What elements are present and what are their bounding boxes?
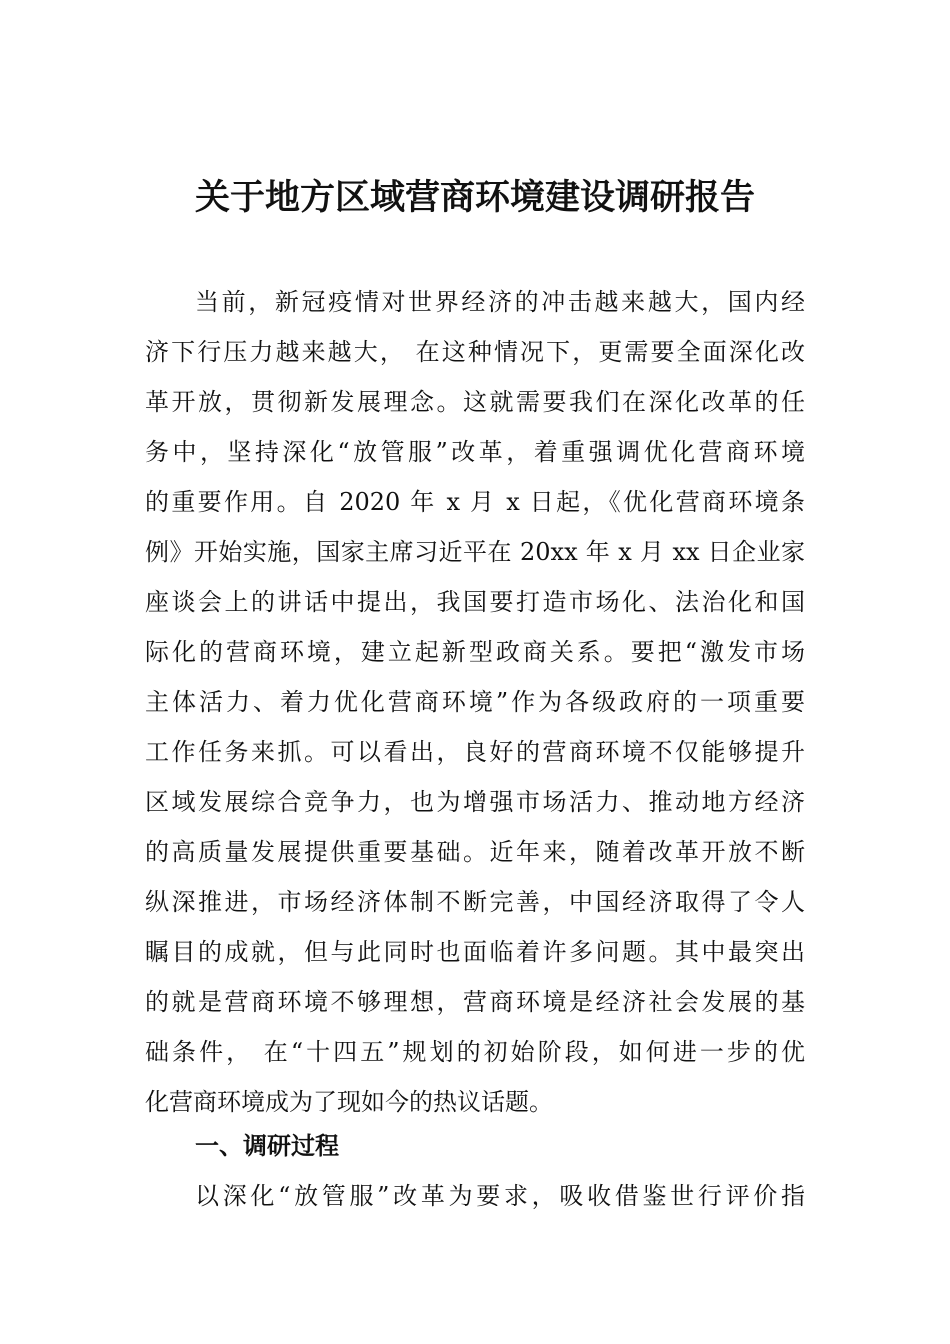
paragraph-line: 的就是营商环境不够理想，营商环境是经济社会发展的基	[145, 988, 805, 1016]
paragraph-line: 革开放，贯彻新发展理念。这就需要我们在深化改革的任	[145, 388, 805, 416]
paragraph-research-process	[145, 1171, 805, 1221]
paragraph-line: 纵深推进，市场经济体制不断完善，中国经济取得了令人	[145, 888, 805, 916]
paragraph-line: 区域发展综合竞争力，也为增强市场活力、推动地方经济	[145, 788, 805, 816]
paragraph-line: 座谈会上的讲话中提出，我国要打造市场化、法治化和国	[145, 588, 805, 616]
paragraph-line: 际化的营商环境，建立起新型政商关系。要把“激发市场	[145, 638, 805, 666]
paragraph-line: 化营商环境成为了现如今的热议话题。	[145, 1088, 553, 1116]
paragraph-line: 当前，新冠疫情对世界经济的冲击越来越大，国内经	[195, 288, 805, 316]
paragraph-intro	[145, 277, 805, 1127]
paragraph-line: 工作任务来抓。可以看出，良好的营商环境不仅能够提升	[145, 738, 805, 766]
paragraph-line: 务中，坚持深化“放管服”改革，着重强调优化营商环境	[145, 438, 805, 466]
paragraph-line: 以深化“放管服”改革为要求，吸收借鉴世行评价指	[195, 1182, 805, 1210]
document-title: 关于地方区域营商环境建设调研报告	[194, 177, 755, 218]
paragraph-line: 瞩目的成就，但与此同时也面临着许多问题。其中最突出	[145, 938, 805, 966]
paragraph-line: 的重要作用。自 2020 年 x 月 x 日起，《优化营商环境条	[145, 488, 805, 516]
paragraph-line: 础条件， 在“十四五”规划的初始阶段，如何进一步的优	[145, 1038, 805, 1066]
paragraph-line: 的高质量发展提供重要基础。近年来，随着改革开放不断	[145, 838, 805, 866]
section-heading: 一、调研过程	[195, 1132, 339, 1160]
paragraph-line: 济下行压力越来越大， 在这种情况下，更需要全面深化改	[145, 338, 805, 366]
paragraph-line: 主体活力、着力优化营商环境”作为各级政府的一项重要	[145, 688, 805, 716]
paragraph-line: 例》开始实施，国家主席习近平在 20xx 年 x 月 xx 日企业家	[145, 538, 805, 566]
